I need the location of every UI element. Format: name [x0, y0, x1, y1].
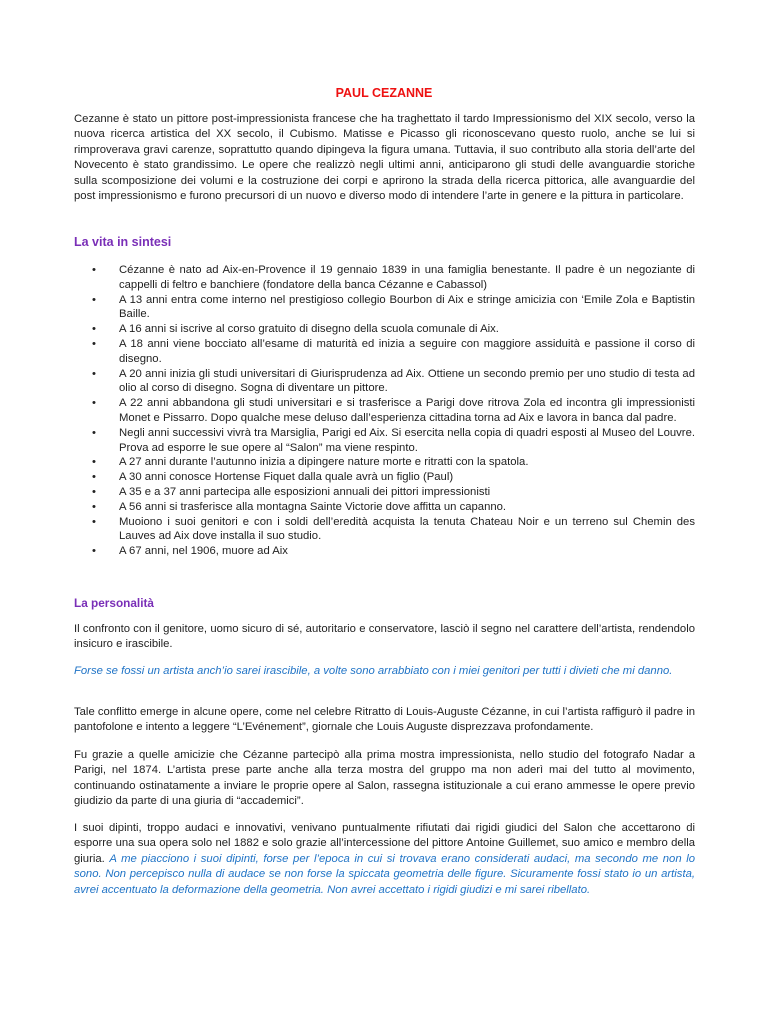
list-item: • A 56 anni si trasferisce alla montagna Sainte Victorie dove affitta un capanno. — [74, 500, 695, 515]
list-item: • Muoiono i suoi genitori e con i soldi dell’eredità acquista la tenuta Chateau Noir e un terreno sul Chemin des Lauves ad Aix dove installa il suo studio. — [74, 515, 695, 545]
student-comment-1: Forse se fossi un artista anch’io sarei irascibile, a volte sono arrabbiato con i miei genitori per tutti i divieti che mi danno. — [74, 665, 673, 677]
personality-paragraph-4 — [74, 821, 695, 898]
intro-paragraph: Cezanne è stato un pittore post-impressionista francese che ha traghettato il tardo Impressionismo del XIX secolo, verso la nuova ricerca artistica del XX secolo, il Cubismo. Matisse e Picasso gli riconoscevano questo ruolo, anche se lui si rimproverava gravi carenze, soprattutto quando dipingeva la figura umana. Tuttavia, il suo contributo alla storia dell’arte del Novecento è stato grandissimo. Le opere che realizzò negli ultimi anni, anticiparono gli studi delle avanguardie storiche sulla scomposizione dei volumi e la costruzione dei corpi e aprirono la strada della ricerca pittorica, alle avanguardie del post impressionismo e furono precursori di un nuovo e diverso modo di intendere l’arte in genere e la pittura in particolare. — [74, 113, 695, 203]
list-item: • Cézanne è nato ad Aix-en-Provence il 19 gennaio 1839 in una famiglia benestante. Il padre è un negoziante di cappelli di feltro e banchiere (fondatore della banca Cézanne e Cabassol) — [74, 263, 695, 293]
page-title: PAUL CEZANNE — [335, 86, 433, 100]
list-item: • A 20 anni inizia gli studi universitari di Giurisprudenza ad Aix. Ottiene un secondo premio per uno studio di testa ad olio al corso di disegno. Sogna di diventare un pittore. — [74, 367, 695, 397]
list-item: • A 13 anni entra come interno nel prestigioso collegio Bourbon di Aix e stringe amicizia con ‘Emile Zola e Baptistin Baille. — [74, 293, 695, 323]
life-summary-list — [74, 263, 695, 559]
list-item: • A 35 e a 37 anni partecipa alle esposizioni annuali dei pittori impressionisti — [74, 485, 695, 500]
list-item: • A 67 anni, nel 1906, muore ad Aix — [74, 544, 695, 559]
personality-paragraph-2: Tale conflitto emerge in alcune opere, come nel celebre Ritratto di Louis-Auguste Cézanne, in cui l’artista raffigurò il padre in pantofolone e intento a leggere “L’Evénement”, giornale che Louis Auguste disprezzava profondamente. — [74, 706, 695, 734]
list-item: • A 16 anni si iscrive al corso gratuito di disegno della scuola comunale di Aix. — [74, 322, 695, 337]
list-item: • A 22 anni abbandona gli studi universitari e si trasferisce a Parigi dove ritrova Zola ed incontra gli impressionisti Monet e Pissarro. Dopo qualche mese deluso dall’esperienza cittadina torna ad Aix e lavora in banca dal padre. — [74, 396, 695, 426]
section-heading-vita: La vita in sintesi — [74, 235, 172, 249]
personality-paragraph-3: Fu grazie a quelle amicizie che Cézanne partecipò alla prima mostra impressionista, nello studio del fotografo Nadar a Parigi, nel 1874. L’artista prese parte anche alla terza mostra del gruppo ma non aderì mai del tutto al movimento, continuando ostinatamente a inviare le proprie opere al Salon, rassegna istituzionale a cui erano ammesse le opere previo giudizio da parte di una giuria di “accademici”. — [74, 749, 695, 808]
salon-text: I suoi dipinti, troppo audaci e innovativi, venivano puntualmente rifiutati dai rigidi giudici del Salon che accettarono di esporre una sua opera solo nel 1882 e solo grazie all’intercessione del pittore Antoine Guillemet, suo amico e membro della giuria. — [74, 822, 695, 865]
list-item: • A 27 anni durante l’autunno inizia a dipingere nature morte e ritratti con la spatola. — [74, 455, 695, 470]
student-comment-2: A me piacciono i suoi dipinti, forse per l’epoca in cui si trovava erano considerati audaci, ma secondo me non lo sono. Non percepisco nulla di audace se non forse la spiccata geometria delle figure. Sicuramente fossi stato io un artista, avrei accentuato la deformazione della geometria. Non avrei accettato i rigidi giudizi e mi sarei ribellato. — [74, 852, 695, 896]
list-item: • A 30 anni conosce Hortense Fiquet dalla quale avrà un figlio (Paul) — [74, 470, 695, 485]
personality-paragraph-1: Il confronto con il genitore, uomo sicuro di sé, autoritario e conservatore, lasciò il segno nel carattere dell’artista, rendendolo insicuro e irascibile. — [74, 623, 695, 651]
list-item: • Negli anni successivi vivrà tra Marsiglia, Parigi ed Aix. Si esercita nella copia di quadri esposti al Museo del Louvre. Prova ad esporre le sue opere al “Salon” ma viene respinto. — [74, 426, 695, 456]
section-heading-personalita: La personalità — [74, 596, 154, 610]
list-item: • A 18 anni viene bocciato all’esame di maturità ed inizia a seguire con maggiore assiduità e passione il corso di disegno. — [74, 337, 695, 367]
